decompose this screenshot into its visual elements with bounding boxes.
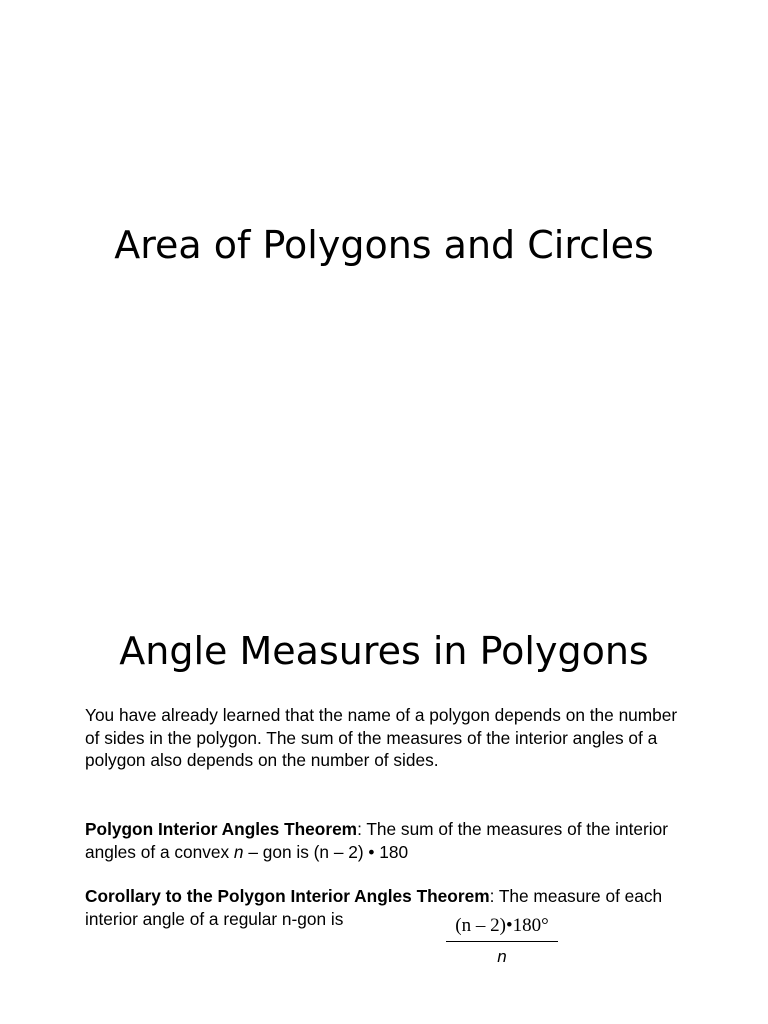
theorem-variable: n bbox=[233, 841, 244, 862]
theorem-name: Polygon Interior Angles Theorem bbox=[85, 819, 358, 839]
corollary-name: Corollary to the Polygon Interior Angles Theorem bbox=[85, 886, 490, 906]
interior-angle-formula bbox=[446, 914, 558, 968]
corollary-paragraph bbox=[85, 885, 685, 930]
formula-numerator: (n – 2)•180° bbox=[455, 915, 549, 936]
theorem-text-end: – gon is (n – 2) • 180 bbox=[243, 841, 409, 862]
corollary-text: : The measure of each interior angle of a regular n-gon is bbox=[85, 886, 663, 929]
page-title: Area of Polygons and Circles bbox=[114, 223, 654, 267]
theorem-paragraph bbox=[85, 818, 685, 863]
formula-denominator: n bbox=[497, 947, 507, 966]
section-title: Angle Measures in Polygons bbox=[119, 629, 649, 673]
intro-paragraph: You have already learned that the name of a polygon depends on the number of sides in the polygon. The sum of the measures of the interior angles of a polygon also depends on the number of sides. bbox=[85, 705, 678, 770]
fraction-bar bbox=[446, 941, 558, 942]
theorem-text: : The sum of the measures of the interior angles of a convex bbox=[85, 819, 668, 862]
